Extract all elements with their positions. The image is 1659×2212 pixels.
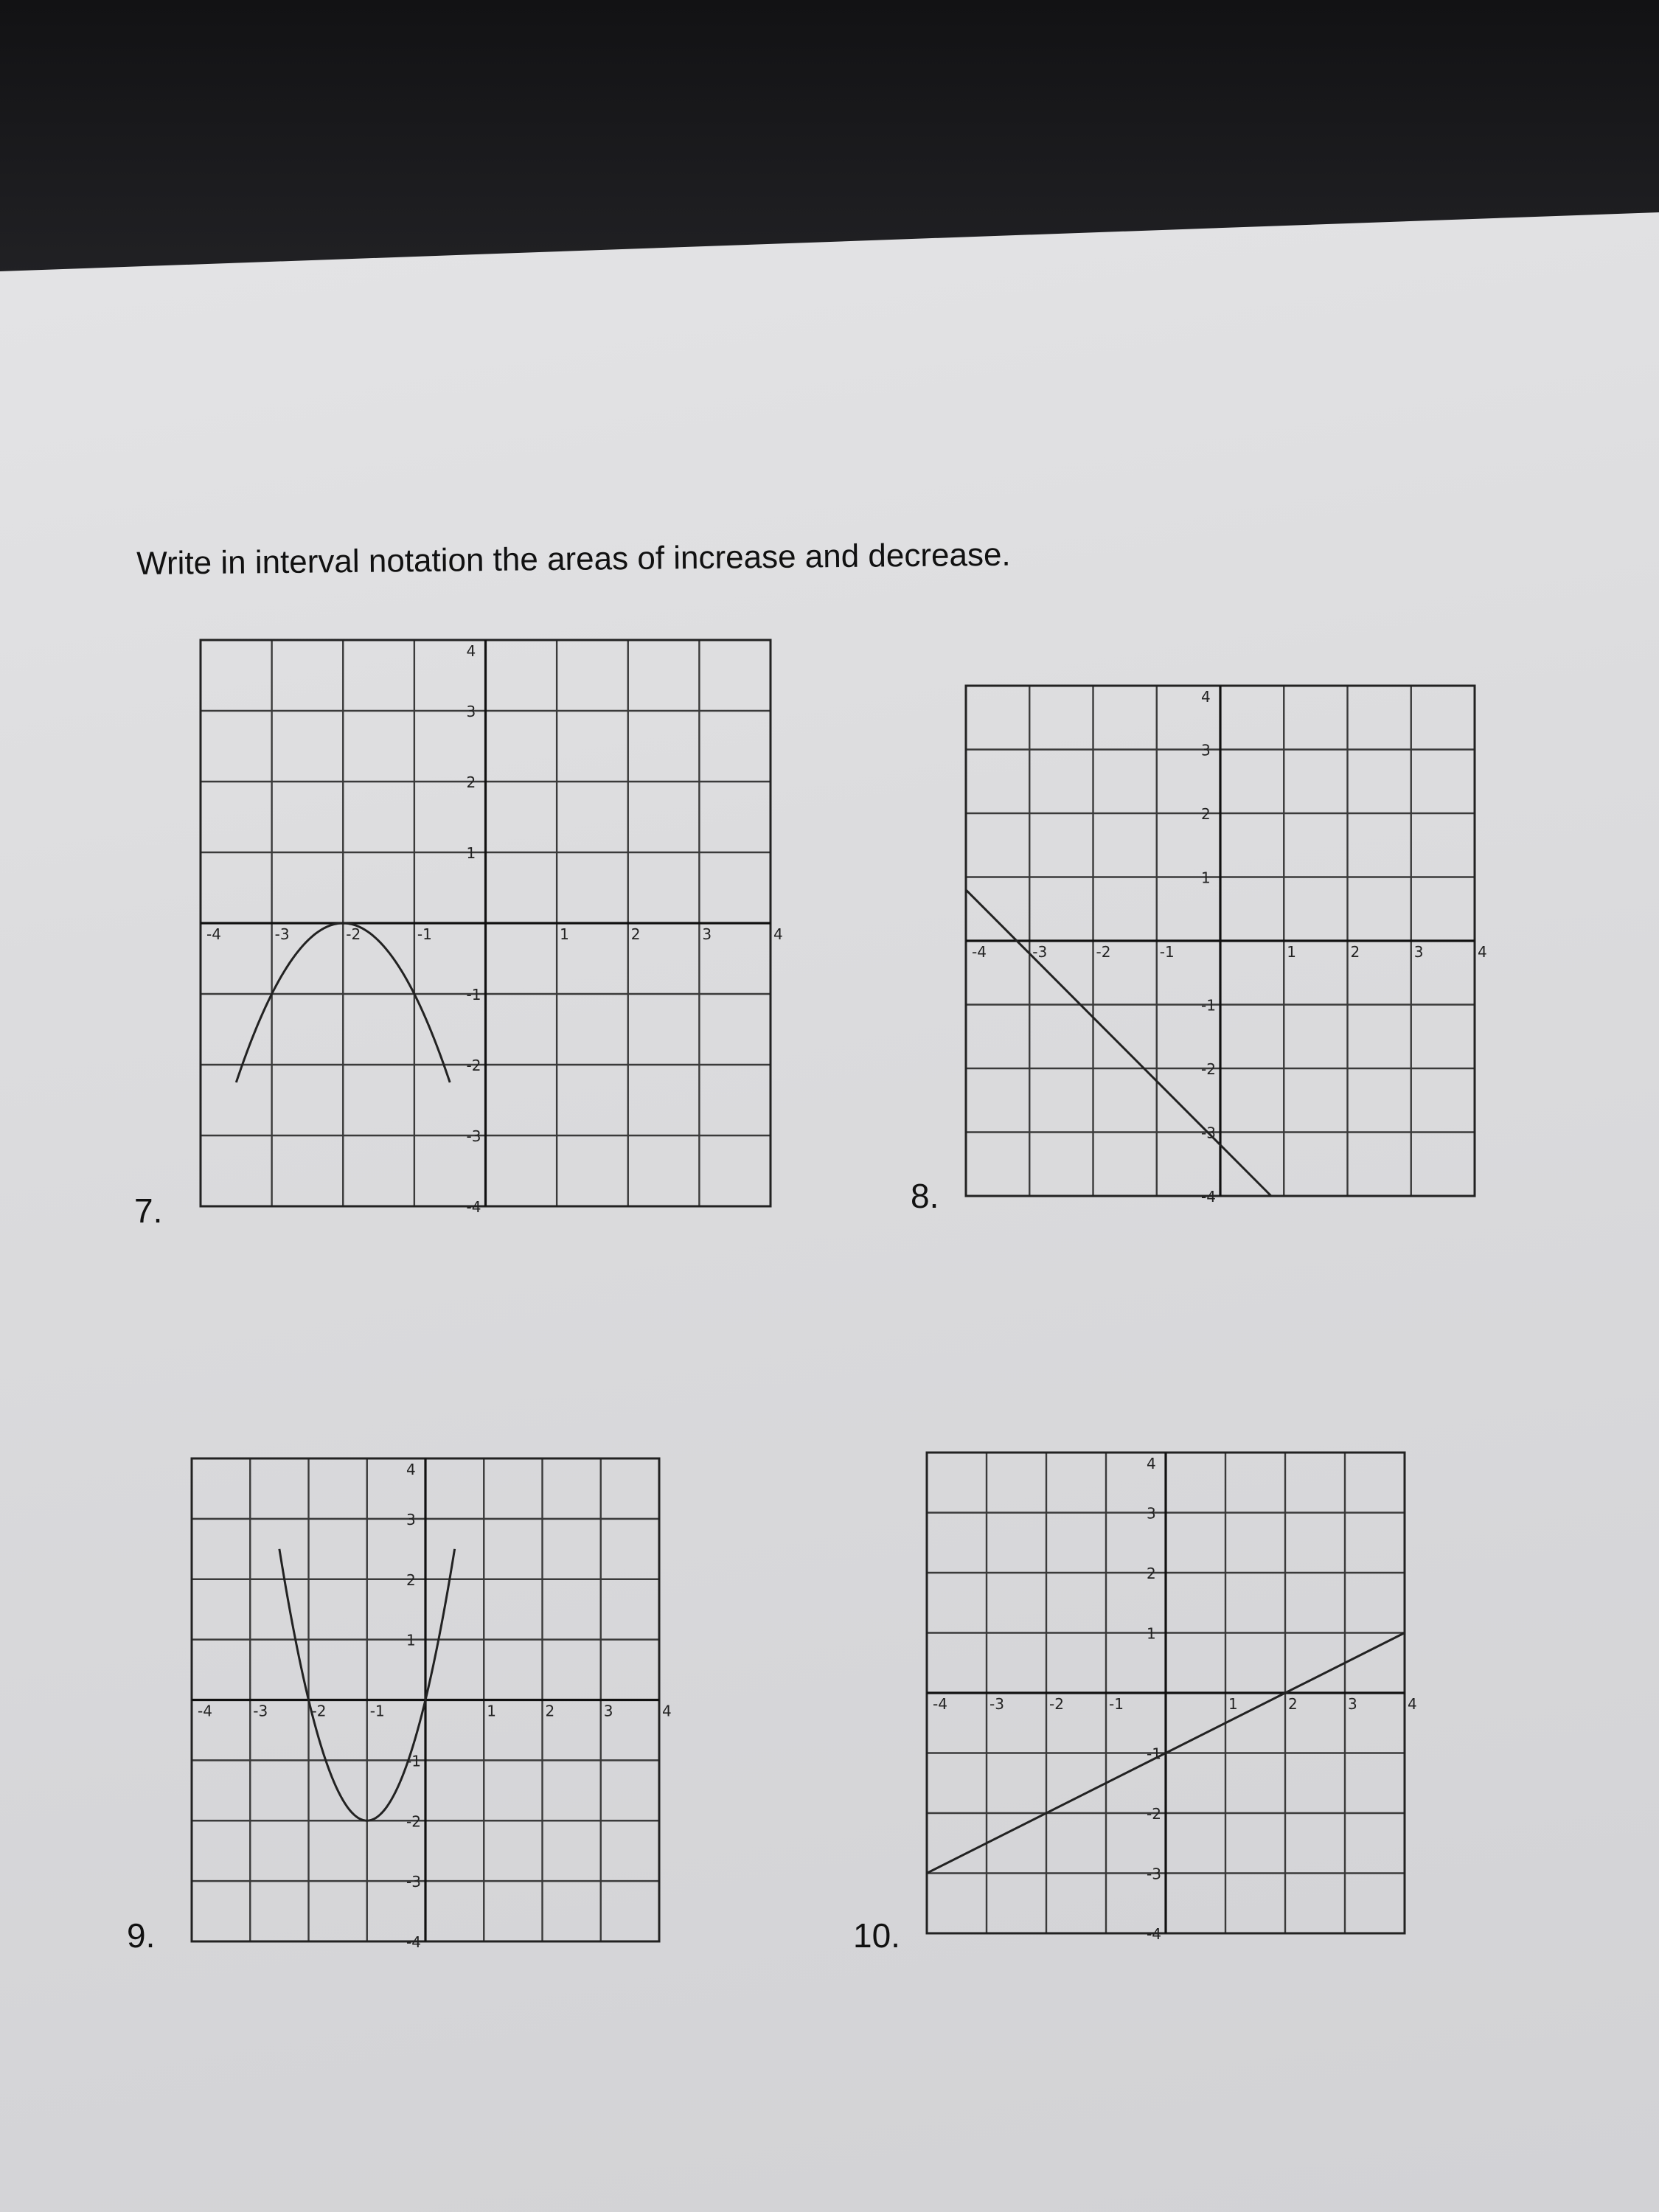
problem-number-10: 10. — [853, 1916, 900, 1955]
x-tick-label: 2 — [1288, 1695, 1298, 1713]
x-tick-label: -1 — [1109, 1695, 1124, 1713]
y-tick-label: 3 — [466, 703, 476, 720]
y-tick-label: -4 — [406, 1933, 421, 1951]
y-tick-label: 1 — [1147, 1624, 1156, 1643]
y-tick-label: 3 — [1147, 1504, 1156, 1523]
x-tick-label: -3 — [1032, 943, 1048, 961]
y-tick-label: 4 — [466, 642, 476, 660]
y-tick-label: -3 — [466, 1127, 481, 1145]
y-tick-label: -3 — [1147, 1865, 1161, 1883]
x-tick-label: 3 — [1348, 1695, 1357, 1713]
y-tick-label: 2 — [1201, 805, 1211, 823]
y-tick-label: 1 — [466, 844, 476, 862]
graph-7 — [201, 640, 783, 1216]
y-tick-label: -1 — [1147, 1745, 1161, 1763]
y-tick-label: -1 — [466, 986, 481, 1004]
x-tick-label: 1 — [1287, 943, 1296, 961]
graph-9 — [192, 1458, 672, 1951]
y-tick-label: 4 — [1147, 1455, 1156, 1472]
y-tick-label: -2 — [406, 1812, 421, 1831]
x-tick-label: -3 — [253, 1702, 268, 1720]
x-tick-label: -3 — [990, 1695, 1004, 1713]
x-tick-label: -4 — [198, 1702, 212, 1720]
y-tick-label: -4 — [1147, 1925, 1161, 1943]
problem-number-7: 7. — [134, 1192, 163, 1230]
y-tick-label: 3 — [1201, 741, 1211, 759]
y-tick-label: 1 — [1201, 869, 1211, 887]
x-tick-label: -1 — [369, 1702, 385, 1720]
y-tick-label: -2 — [466, 1057, 481, 1074]
x-tick-label: 1 — [1228, 1695, 1238, 1713]
y-tick-label: -2 — [1147, 1805, 1161, 1823]
problem-number-9: 9. — [127, 1916, 156, 1955]
x-tick-label: -4 — [206, 925, 221, 943]
instruction-text: Write in interval notation the areas of increase and decrease. — [136, 536, 1011, 582]
x-tick-label: 4 — [1408, 1695, 1417, 1713]
x-tick-label: -2 — [311, 1702, 327, 1720]
x-tick-label: 2 — [630, 925, 641, 943]
y-tick-label: 4 — [1201, 688, 1211, 706]
y-tick-label: -1 — [406, 1752, 421, 1770]
y-tick-label: -1 — [1201, 996, 1216, 1015]
y-tick-label: -3 — [1201, 1124, 1216, 1142]
x-tick-label: -1 — [1159, 943, 1175, 961]
x-tick-label: -2 — [1049, 1695, 1064, 1713]
x-tick-label: 3 — [603, 1702, 613, 1720]
graph-8 — [966, 686, 1487, 1206]
x-tick-label: 4 — [1478, 943, 1487, 961]
x-tick-label: -1 — [417, 925, 432, 943]
y-tick-label: -4 — [466, 1198, 481, 1216]
x-tick-label: 2 — [1350, 943, 1360, 961]
x-tick-label: 3 — [702, 925, 712, 943]
x-tick-label: 4 — [662, 1702, 672, 1720]
y-tick-label: -3 — [406, 1873, 421, 1891]
y-tick-label: 2 — [1147, 1565, 1156, 1582]
x-tick-label: 1 — [560, 925, 569, 943]
y-tick-label: 2 — [466, 773, 476, 791]
problem-number-8: 8. — [911, 1177, 939, 1215]
x-tick-label: 1 — [487, 1702, 496, 1720]
x-tick-label: -4 — [972, 943, 987, 961]
y-tick-label: 4 — [406, 1461, 416, 1478]
x-tick-label: -3 — [274, 925, 290, 943]
x-tick-label: -4 — [933, 1695, 947, 1713]
x-tick-label: 4 — [773, 925, 783, 943]
x-tick-label: -2 — [1096, 943, 1111, 961]
graph-10 — [927, 1453, 1417, 1943]
function-curve — [966, 890, 1271, 1196]
y-tick-label: 3 — [406, 1510, 416, 1528]
x-tick-label: -2 — [346, 925, 361, 943]
y-tick-label: 2 — [406, 1571, 416, 1589]
y-tick-label: -4 — [1201, 1188, 1216, 1206]
x-tick-label: 2 — [545, 1702, 555, 1720]
y-tick-label: -2 — [1201, 1060, 1216, 1078]
x-tick-label: 3 — [1413, 943, 1424, 961]
y-tick-label: 1 — [406, 1631, 416, 1649]
